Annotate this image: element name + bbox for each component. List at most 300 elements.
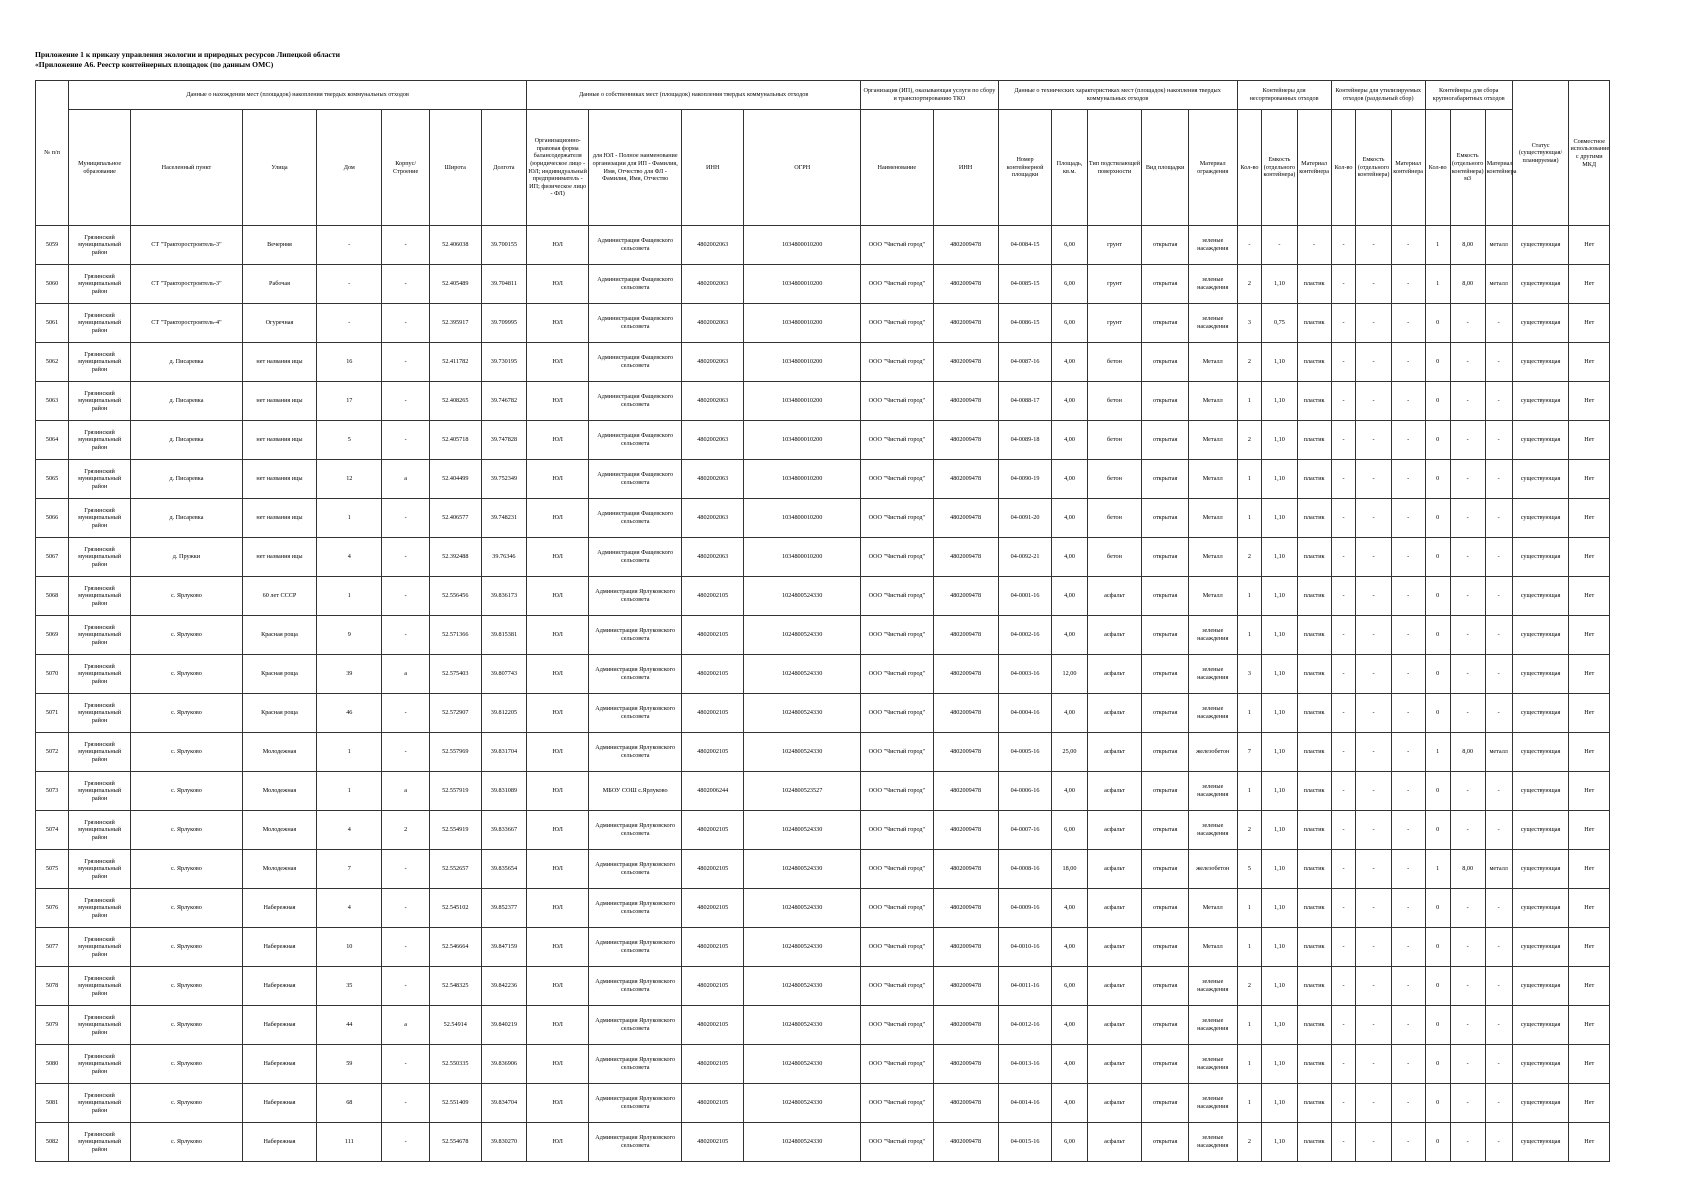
table-cell: - bbox=[1237, 226, 1262, 265]
table-cell: 1,10 bbox=[1262, 577, 1297, 616]
table-cell: нет названия ицы bbox=[242, 421, 316, 460]
table-cell: открытая bbox=[1142, 1084, 1189, 1123]
table-row bbox=[36, 655, 1610, 694]
table-cell: - bbox=[1391, 343, 1425, 382]
table-cell: существующая bbox=[1512, 499, 1569, 538]
table-cell: существующая bbox=[1512, 382, 1569, 421]
table-cell: существующая bbox=[1512, 967, 1569, 1006]
table-cell: 2 bbox=[1237, 538, 1262, 577]
table-cell: открытая bbox=[1142, 811, 1189, 850]
table-cell: Администрация Фащевского сельсовета bbox=[589, 382, 682, 421]
table-cell: 04-0004-16 bbox=[998, 694, 1052, 733]
table-cell: 1 bbox=[1425, 733, 1450, 772]
table-row bbox=[36, 889, 1610, 928]
table-cell: 5077 bbox=[36, 928, 69, 967]
table-row bbox=[36, 616, 1610, 655]
table-cell: - bbox=[382, 694, 430, 733]
table-cell: Грязинский муниципальный район bbox=[69, 811, 131, 850]
table-cell: 1 bbox=[1237, 928, 1262, 967]
table-cell: 4802002105 bbox=[682, 616, 744, 655]
table-cell: 39.748231 bbox=[481, 499, 527, 538]
table-cell: Администрация Ярлуковского сельсовета bbox=[589, 1006, 682, 1045]
table-cell: - bbox=[1485, 1045, 1512, 1084]
table-cell: Набережная bbox=[242, 889, 316, 928]
table-cell: Набережная bbox=[242, 1084, 316, 1123]
table-cell: Металл bbox=[1188, 382, 1237, 421]
table-cell: - bbox=[1331, 1045, 1356, 1084]
table-cell: 1024800524330 bbox=[744, 577, 861, 616]
table-cell: Администрация Ярлуковского сельсовета bbox=[589, 811, 682, 850]
table-cell: Администрация Фащевского сельсовета bbox=[589, 226, 682, 265]
table-cell: Администрация Фащевского сельсовета bbox=[589, 343, 682, 382]
table-cell: зеленые насаждения bbox=[1188, 1045, 1237, 1084]
column-header: Тип подстилающей поверхности bbox=[1087, 110, 1142, 226]
table-cell: 10 bbox=[317, 928, 382, 967]
header-carrier-group: Организация (ИП), оказывающая услуги по сбору и транспортированию ТКО bbox=[861, 81, 999, 110]
table-cell: 52.405718 bbox=[429, 421, 481, 460]
table-cell: 2 bbox=[1237, 1123, 1262, 1162]
table-cell: - bbox=[382, 1045, 430, 1084]
table-cell: 4802009478 bbox=[933, 655, 998, 694]
column-header: Кол-во bbox=[1331, 110, 1356, 226]
table-cell: 1 bbox=[1237, 1006, 1262, 1045]
table-cell: - bbox=[1262, 226, 1297, 265]
table-cell: - bbox=[1331, 1006, 1356, 1045]
table-cell: существующая bbox=[1512, 889, 1569, 928]
table-cell: ООО "Чистый город" bbox=[861, 538, 933, 577]
table-row bbox=[36, 694, 1610, 733]
document-title bbox=[35, 50, 935, 70]
table-cell: нет названия ицы bbox=[242, 538, 316, 577]
table-cell: 0 bbox=[1425, 655, 1450, 694]
table-cell: 9 bbox=[317, 616, 382, 655]
table-cell: - bbox=[382, 538, 430, 577]
table-cell: 39.836173 bbox=[481, 577, 527, 616]
table-cell: Красная роща bbox=[242, 655, 316, 694]
table-cell: ООО "Чистый город" bbox=[861, 928, 933, 967]
table-cell: пластик bbox=[1297, 499, 1331, 538]
table-cell: зеленые насаждения bbox=[1188, 265, 1237, 304]
table-cell: ООО "Чистый город" bbox=[861, 811, 933, 850]
table-cell: 1,10 bbox=[1262, 265, 1297, 304]
table-cell: 2 bbox=[1237, 265, 1262, 304]
table-cell: 4,00 bbox=[1052, 928, 1087, 967]
table-cell: 1 bbox=[1425, 226, 1450, 265]
table-cell: Администрация Фащевского сельсовета bbox=[589, 538, 682, 577]
column-header: Наименование bbox=[861, 110, 933, 226]
table-cell: 4802009478 bbox=[933, 616, 998, 655]
table-cell: зеленые насаждения bbox=[1188, 811, 1237, 850]
table-cell: - bbox=[1356, 538, 1391, 577]
table-cell: - bbox=[1485, 928, 1512, 967]
table-cell: Набережная bbox=[242, 1006, 316, 1045]
table-cell: металл bbox=[1485, 265, 1512, 304]
table-cell: - bbox=[1391, 1084, 1425, 1123]
table-cell: 4802002105 bbox=[682, 733, 744, 772]
table-cell: 0 bbox=[1425, 772, 1450, 811]
table-row bbox=[36, 1084, 1610, 1123]
table-cell: 39.76346 bbox=[481, 538, 527, 577]
table-cell: с. Ярлуково bbox=[131, 733, 243, 772]
table-row bbox=[36, 499, 1610, 538]
table-cell: пластик bbox=[1297, 655, 1331, 694]
table-cell: ЮЛ bbox=[527, 499, 589, 538]
table-cell: 52.411782 bbox=[429, 343, 481, 382]
table-cell: Грязинский муниципальный район bbox=[69, 538, 131, 577]
table-cell: 52.554919 bbox=[429, 811, 481, 850]
table-cell: Грязинский муниципальный район bbox=[69, 928, 131, 967]
table-cell: 04-0011-16 bbox=[998, 967, 1052, 1006]
table-cell: открытая bbox=[1142, 1045, 1189, 1084]
table-cell: открытая bbox=[1142, 616, 1189, 655]
table-cell: ООО "Чистый город" bbox=[861, 967, 933, 1006]
table-cell: пластик bbox=[1297, 382, 1331, 421]
table-cell: 4,00 bbox=[1052, 538, 1087, 577]
table-cell: ООО "Чистый город" bbox=[861, 733, 933, 772]
table-cell: 4802009478 bbox=[933, 460, 998, 499]
table-cell: ООО "Чистый город" bbox=[861, 265, 933, 304]
table-cell: Нет bbox=[1569, 928, 1610, 967]
table-cell: Красная роща bbox=[242, 616, 316, 655]
table-cell: ООО "Чистый город" bbox=[861, 304, 933, 343]
table-cell: ООО "Чистый город" bbox=[861, 889, 933, 928]
table-cell: Администрация Ярлуковского сельсовета bbox=[589, 889, 682, 928]
table-cell: 4,00 bbox=[1052, 1006, 1087, 1045]
table-cell: - bbox=[382, 889, 430, 928]
table-cell: железобетон bbox=[1188, 850, 1237, 889]
table-cell: 39.812205 bbox=[481, 694, 527, 733]
table-cell: МБОУ СОШ с.Ярлуково bbox=[589, 772, 682, 811]
table-cell: - bbox=[1331, 616, 1356, 655]
table-cell: 1 bbox=[1425, 850, 1450, 889]
column-header: Материал контейнера bbox=[1391, 110, 1425, 226]
table-cell: 5079 bbox=[36, 1006, 69, 1045]
table-cell: зеленые насаждения bbox=[1188, 304, 1237, 343]
table-cell: - bbox=[1485, 421, 1512, 460]
table-cell: существующая bbox=[1512, 265, 1569, 304]
table-cell: Нет bbox=[1569, 850, 1610, 889]
table-cell: 6,00 bbox=[1052, 967, 1087, 1006]
table-cell: Администрация Ярлуковского сельсовета bbox=[589, 850, 682, 889]
table-cell: 04-0088-17 bbox=[998, 382, 1052, 421]
table-row bbox=[36, 1123, 1610, 1162]
table-cell: - bbox=[1391, 733, 1425, 772]
table-cell: - bbox=[1356, 811, 1391, 850]
table-cell: с. Ярлуково bbox=[131, 772, 243, 811]
table-cell: 6,00 bbox=[1052, 226, 1087, 265]
table-cell: 1024800524330 bbox=[744, 1123, 861, 1162]
column-header: Муниципальное образование bbox=[69, 110, 131, 226]
table-cell: ЮЛ bbox=[527, 1006, 589, 1045]
table-cell: открытая bbox=[1142, 460, 1189, 499]
table-cell: Администрация Ярлуковского сельсовета bbox=[589, 1084, 682, 1123]
table-cell: 39.815381 bbox=[481, 616, 527, 655]
table-cell: - bbox=[1485, 1084, 1512, 1123]
table-cell: 5063 bbox=[36, 382, 69, 421]
table-cell: - bbox=[1450, 616, 1485, 655]
table-cell: 4802009478 bbox=[933, 421, 998, 460]
table-cell: 5 bbox=[317, 421, 382, 460]
table-cell: грунт bbox=[1087, 265, 1142, 304]
table-cell: пластик bbox=[1297, 928, 1331, 967]
table-cell: - bbox=[1485, 382, 1512, 421]
table-cell: Рабочая bbox=[242, 265, 316, 304]
table-cell: существующая bbox=[1512, 655, 1569, 694]
table-cell: асфальт bbox=[1087, 1006, 1142, 1045]
table-cell: - bbox=[1450, 1006, 1485, 1045]
table-cell: 39.835654 bbox=[481, 850, 527, 889]
table-cell: - bbox=[382, 265, 430, 304]
table-cell: ЮЛ bbox=[527, 304, 589, 343]
table-cell: пластик bbox=[1297, 889, 1331, 928]
table-cell: асфальт bbox=[1087, 655, 1142, 694]
table-cell: зеленые насаждения bbox=[1188, 616, 1237, 655]
table-cell: Металл bbox=[1188, 889, 1237, 928]
table-cell: 04-0084-15 bbox=[998, 226, 1052, 265]
table-cell: с. Ярлуково bbox=[131, 967, 243, 1006]
table-cell: - bbox=[1331, 694, 1356, 733]
table-cell: 4 bbox=[317, 811, 382, 850]
table-row bbox=[36, 1045, 1610, 1084]
table-cell: 2 bbox=[1237, 967, 1262, 1006]
table-cell: 52.408265 bbox=[429, 382, 481, 421]
table-cell: 4,00 bbox=[1052, 694, 1087, 733]
table-cell: 1,10 bbox=[1262, 343, 1297, 382]
table-cell: 4802009478 bbox=[933, 265, 998, 304]
table-cell: - bbox=[1331, 772, 1356, 811]
table-cell: 0 bbox=[1425, 694, 1450, 733]
table-cell: существующая bbox=[1512, 1123, 1569, 1162]
table-cell: - bbox=[1356, 616, 1391, 655]
table-cell: 1,10 bbox=[1262, 850, 1297, 889]
table-cell: 4802002105 bbox=[682, 1045, 744, 1084]
table-cell: пластик bbox=[1297, 1006, 1331, 1045]
table-cell: нет названия ицы bbox=[242, 499, 316, 538]
table-cell: асфальт bbox=[1087, 616, 1142, 655]
table-cell: пластик bbox=[1297, 733, 1331, 772]
table-cell: 39.709995 bbox=[481, 304, 527, 343]
table-cell: 4802009478 bbox=[933, 889, 998, 928]
column-header: ИНН bbox=[933, 110, 998, 226]
column-header: Долгота bbox=[481, 110, 527, 226]
table-cell: 4 bbox=[317, 889, 382, 928]
table-cell: пластик bbox=[1297, 265, 1331, 304]
table-cell: 68 bbox=[317, 1084, 382, 1123]
table-row bbox=[36, 850, 1610, 889]
table-row bbox=[36, 733, 1610, 772]
table-cell: Нет bbox=[1569, 694, 1610, 733]
table-cell: 5062 bbox=[36, 343, 69, 382]
table-cell: ЮЛ bbox=[527, 655, 589, 694]
table-cell: ООО "Чистый город" bbox=[861, 460, 933, 499]
table-cell: 52.54914 bbox=[429, 1006, 481, 1045]
table-cell: пластик bbox=[1297, 811, 1331, 850]
table-cell: д. Писаревка bbox=[131, 421, 243, 460]
table-cell: 04-0090-19 bbox=[998, 460, 1052, 499]
table-cell: - bbox=[1331, 499, 1356, 538]
table-cell: 4802002105 bbox=[682, 811, 744, 850]
table-cell: - bbox=[382, 421, 430, 460]
table-cell: 4 bbox=[317, 538, 382, 577]
table-cell: - bbox=[1450, 577, 1485, 616]
table-cell: 04-0085-15 bbox=[998, 265, 1052, 304]
table-cell: существующая bbox=[1512, 811, 1569, 850]
table-cell: Грязинский муниципальный район bbox=[69, 304, 131, 343]
table-cell: 5076 bbox=[36, 889, 69, 928]
table-cell: 39.746782 bbox=[481, 382, 527, 421]
table-cell: с. Ярлуково bbox=[131, 577, 243, 616]
table-cell: открытая bbox=[1142, 499, 1189, 538]
table-cell: Нет bbox=[1569, 655, 1610, 694]
table-cell: зеленые насаждения bbox=[1188, 1084, 1237, 1123]
table-cell: Администрация Ярлуковского сельсовета bbox=[589, 967, 682, 1006]
column-header: Улица bbox=[242, 110, 316, 226]
table-cell: 52.572907 bbox=[429, 694, 481, 733]
table-cell: - bbox=[382, 499, 430, 538]
table-cell: Нет bbox=[1569, 889, 1610, 928]
table-cell: 04-0007-16 bbox=[998, 811, 1052, 850]
table-cell: 5 bbox=[1237, 850, 1262, 889]
table-cell: - bbox=[1450, 382, 1485, 421]
table-cell: 4802009478 bbox=[933, 226, 998, 265]
table-cell: 4802002063 bbox=[682, 499, 744, 538]
table-cell: 04-0001-16 bbox=[998, 577, 1052, 616]
table-cell: 4802002063 bbox=[682, 421, 744, 460]
table-cell: - bbox=[1485, 772, 1512, 811]
table-cell: 39.831704 bbox=[481, 733, 527, 772]
table-cell: - bbox=[1331, 460, 1356, 499]
table-cell: ООО "Чистый город" bbox=[861, 343, 933, 382]
table-cell: - bbox=[1391, 616, 1425, 655]
table-cell: 04-0015-16 bbox=[998, 1123, 1052, 1162]
table-cell: Грязинский муниципальный район bbox=[69, 889, 131, 928]
table-cell: - bbox=[317, 265, 382, 304]
table-cell: Вечерняя bbox=[242, 226, 316, 265]
table-cell: Нет bbox=[1569, 265, 1610, 304]
table-cell: 4802002063 bbox=[682, 304, 744, 343]
table-cell: пластик bbox=[1297, 772, 1331, 811]
table-cell: ЮЛ bbox=[527, 382, 589, 421]
table-cell: - bbox=[1391, 1006, 1425, 1045]
table-cell: 1,10 bbox=[1262, 382, 1297, 421]
table-cell: - bbox=[1331, 733, 1356, 772]
table-cell: ЮЛ bbox=[527, 811, 589, 850]
table-row bbox=[36, 421, 1610, 460]
table-cell: 4802002063 bbox=[682, 226, 744, 265]
table-row bbox=[36, 382, 1610, 421]
table-cell: 111 bbox=[317, 1123, 382, 1162]
table-cell: - bbox=[1356, 304, 1391, 343]
table-cell: 04-0012-16 bbox=[998, 1006, 1052, 1045]
table-cell: Грязинский муниципальный район bbox=[69, 967, 131, 1006]
table-cell: 1,10 bbox=[1262, 421, 1297, 460]
table-cell: 1 bbox=[1237, 772, 1262, 811]
table-cell: - bbox=[1331, 889, 1356, 928]
table-cell: 1 bbox=[317, 733, 382, 772]
table-cell: - bbox=[1391, 577, 1425, 616]
table-cell: Металл bbox=[1188, 538, 1237, 577]
table-row bbox=[36, 226, 1610, 265]
table-cell: Грязинский муниципальный район bbox=[69, 772, 131, 811]
table-cell: 0 bbox=[1425, 499, 1450, 538]
table-row bbox=[36, 811, 1610, 850]
table-cell: 04-0010-16 bbox=[998, 928, 1052, 967]
table-cell: 1 bbox=[1425, 265, 1450, 304]
table-cell: - bbox=[1331, 343, 1356, 382]
table-cell: Грязинский муниципальный район bbox=[69, 1006, 131, 1045]
table-cell: Металл bbox=[1188, 928, 1237, 967]
table-cell: Нет bbox=[1569, 304, 1610, 343]
table-cell: 39.830270 bbox=[481, 1123, 527, 1162]
table-cell: 4802009478 bbox=[933, 1084, 998, 1123]
table-cell: 5059 bbox=[36, 226, 69, 265]
table-cell: 1,10 bbox=[1262, 694, 1297, 733]
table-cell: 7 bbox=[1237, 733, 1262, 772]
table-cell: 1034800010200 bbox=[744, 460, 861, 499]
table-cell: с. Ярлуково bbox=[131, 616, 243, 655]
table-row bbox=[36, 343, 1610, 382]
table-cell: - bbox=[1485, 538, 1512, 577]
table-cell: - bbox=[382, 733, 430, 772]
table-cell: 4,00 bbox=[1052, 1084, 1087, 1123]
table-cell: ЮЛ bbox=[527, 460, 589, 499]
table-cell: - bbox=[1450, 343, 1485, 382]
table-cell: 5060 bbox=[36, 265, 69, 304]
table-cell: - bbox=[1356, 928, 1391, 967]
table-cell: - bbox=[1331, 538, 1356, 577]
table-cell: 52.550335 bbox=[429, 1045, 481, 1084]
table-cell: 3 bbox=[1237, 655, 1262, 694]
table-cell: - bbox=[1356, 1045, 1391, 1084]
table-cell: Нет bbox=[1569, 1006, 1610, 1045]
title-line-2: «Приложение А6. Реестр контейнерных площадок (по данным ОМС) bbox=[35, 60, 274, 69]
table-cell: 39.833667 bbox=[481, 811, 527, 850]
table-cell: 1024800524330 bbox=[744, 733, 861, 772]
table-cell: открытая bbox=[1142, 889, 1189, 928]
table-cell: СТ "Тракторостроитель-3" bbox=[131, 226, 243, 265]
table-cell: 04-0091-20 bbox=[998, 499, 1052, 538]
table-cell: 4802002105 bbox=[682, 1123, 744, 1162]
table-cell: Грязинский муниципальный район bbox=[69, 733, 131, 772]
table-cell: Грязинский муниципальный район bbox=[69, 577, 131, 616]
table-cell: 25,00 bbox=[1052, 733, 1087, 772]
table-cell: асфальт bbox=[1087, 1045, 1142, 1084]
table-cell: 1024800523527 bbox=[744, 772, 861, 811]
table-cell: 1024800524330 bbox=[744, 850, 861, 889]
table-cell: существующая bbox=[1512, 343, 1569, 382]
table-cell: 4802002105 bbox=[682, 694, 744, 733]
table-row bbox=[36, 304, 1610, 343]
table-cell: 52.395917 bbox=[429, 304, 481, 343]
table-cell: ЮЛ bbox=[527, 928, 589, 967]
table-cell: асфальт bbox=[1087, 889, 1142, 928]
column-header: Номер контейнерной площадки bbox=[998, 110, 1052, 226]
table-cell: Огуречная bbox=[242, 304, 316, 343]
table-cell: 4,00 bbox=[1052, 460, 1087, 499]
table-cell: 17 bbox=[317, 382, 382, 421]
table-cell: бетон bbox=[1087, 538, 1142, 577]
table-cell: - bbox=[1485, 499, 1512, 538]
table-cell: 04-0092-21 bbox=[998, 538, 1052, 577]
table-cell: Грязинский муниципальный район bbox=[69, 460, 131, 499]
table-cell: открытая bbox=[1142, 538, 1189, 577]
table-cell: 4802009478 bbox=[933, 382, 998, 421]
table-cell: - bbox=[1331, 1123, 1356, 1162]
table-body bbox=[36, 226, 1610, 1162]
table-cell: Металл bbox=[1188, 577, 1237, 616]
table-cell: 5069 bbox=[36, 616, 69, 655]
table-cell: 5065 bbox=[36, 460, 69, 499]
